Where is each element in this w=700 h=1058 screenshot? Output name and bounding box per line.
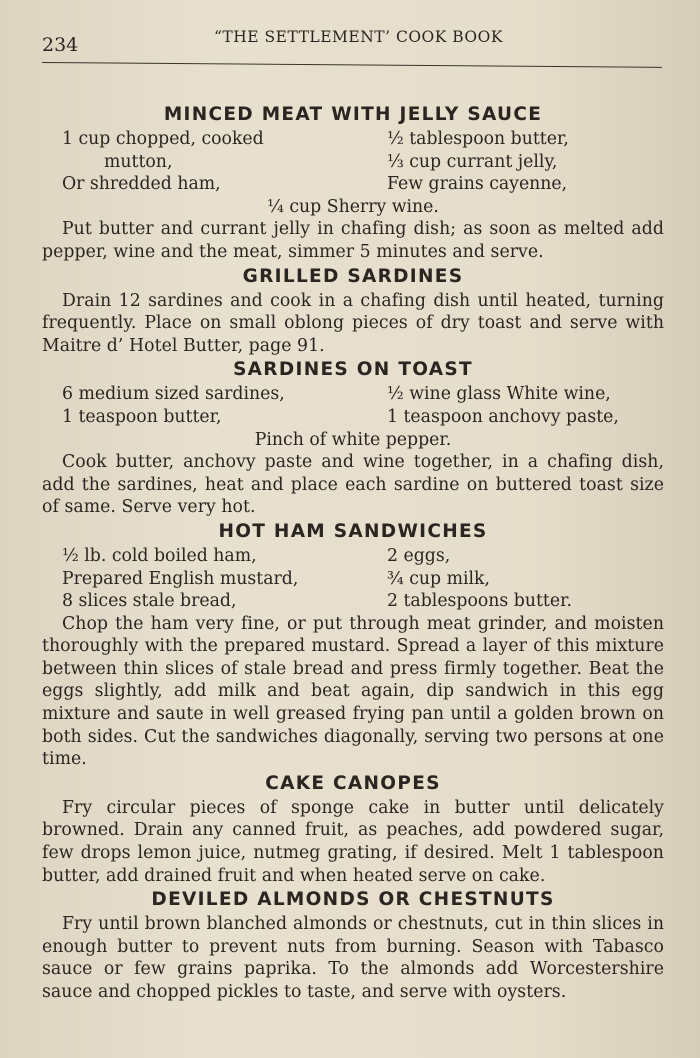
ingredient-left: 1 teaspoon butter, bbox=[62, 406, 222, 427]
recipe-directions: Chop the ham very fine, or put through meat grinder, and moisten thoroughly with the prepared mustard. Spread a layer of this mixture between thin slices of stale bread and press firmly together. Beat the eggs slightly, add milk and beat again, dip sandwich in this egg mixture and saute in well greased frying pan until a golden brown on both sides. Cut the sandwiches diagonally, serving two persons at one time. bbox=[42, 613, 664, 770]
header-rule bbox=[42, 62, 662, 68]
ingredient-center: ¼ cup Sherry wine. bbox=[267, 196, 439, 217]
ingredient-left: 8 slices stale bread, bbox=[62, 591, 237, 612]
ingredient-right: ½ wine glass White wine, bbox=[387, 384, 611, 405]
recipe-directions: Fry circular pieces of sponge cake in butter until delicately browned. Drain any canned fruit, as peaches, add powdered sugar, few drops lemon juice, nutmeg grating, if desired. Melt 1 tablespoon butter, add drained fruit and when heated serve on cake. bbox=[42, 797, 664, 886]
ingredient-row bbox=[42, 590, 664, 613]
recipe-title: HOT HAM SANDWICHES bbox=[218, 520, 488, 542]
ingredient-row bbox=[42, 173, 664, 196]
ingredient-left: ½ lb. cold boiled ham, bbox=[62, 545, 257, 566]
ingredient-row bbox=[42, 383, 664, 406]
recipe-cake-canopes bbox=[42, 771, 664, 887]
recipe-grilled-sardines bbox=[42, 264, 664, 358]
recipe-directions: Fry until brown blanched almonds or chestnuts, cut in thin slices in enough butter to prevent nuts from burning. Season with Tabasco sauce or few grains paprika. To the almonds add Worcestershire sauce and chopped pickles to taste, and serve with oysters. bbox=[42, 914, 664, 1002]
ingredient-row bbox=[42, 128, 664, 151]
recipe-title: GRILLED SARDINES bbox=[242, 265, 464, 287]
recipe-title: SARDINES ON TOAST bbox=[233, 359, 473, 381]
ingredient-center: Pinch of white pepper. bbox=[254, 429, 452, 450]
running-head: “THE SETTLEMENT’ COOK BOOK bbox=[214, 28, 503, 46]
ingredient-row bbox=[42, 545, 664, 568]
ingredient-right: ½ tablespoon butter, bbox=[387, 129, 569, 149]
ingredient-left: Or shredded ham, bbox=[62, 174, 221, 195]
ingredient-left: Prepared English mustard, bbox=[62, 568, 299, 589]
ingredient-right: 2 eggs, bbox=[387, 545, 451, 566]
recipe-title: DEVILED ALMONDS OR CHESTNUTS bbox=[151, 889, 555, 911]
recipe-hot-ham-sandwiches bbox=[42, 519, 664, 771]
ingredient-left: mutton, bbox=[104, 151, 173, 172]
ingredient-row bbox=[42, 568, 664, 591]
ingredient-left: 1 cup chopped, cooked bbox=[62, 129, 264, 149]
ingredient-row bbox=[42, 406, 664, 429]
page-number: 234 bbox=[42, 34, 79, 56]
ingredient-right: 2 tablespoons butter. bbox=[387, 591, 572, 612]
page-header bbox=[42, 22, 664, 56]
recipe-minced-meat bbox=[42, 102, 664, 264]
recipe-directions: Cook butter, anchovy paste and wine together, in a chafing dish, add the sardines, heat and place each sardine on buttered toast size of same. Serve very hot. bbox=[42, 452, 664, 518]
ingredient-right: ¾ cup milk, bbox=[387, 568, 491, 589]
recipe-directions: Drain 12 sardines and cook in a chafing dish until heated, turning frequently. Place on small oblong pieces of dry toast and serve with Maitre d’ Hotel Butter, page 91. bbox=[42, 290, 664, 356]
recipe-deviled-almonds bbox=[42, 887, 664, 1003]
ingredient-right: 1 teaspoon anchovy paste, bbox=[387, 406, 619, 427]
recipe-title: CAKE CANOPES bbox=[265, 772, 441, 794]
recipe-sardines-on-toast bbox=[42, 357, 664, 519]
recipe-directions: Put butter and currant jelly in chafing dish; as soon as melted add pepper, wine and the meat, simmer 5 minutes and serve. bbox=[42, 219, 664, 262]
ingredient-right: Few grains cayenne, bbox=[387, 174, 568, 195]
ingredient-right: ⅓ cup currant jelly, bbox=[387, 151, 558, 172]
ingredient-row bbox=[42, 151, 664, 174]
ingredient-left: 6 medium sized sardines, bbox=[62, 384, 285, 405]
recipe-title: MINCED MEAT WITH JELLY SAUCE bbox=[163, 104, 543, 125]
